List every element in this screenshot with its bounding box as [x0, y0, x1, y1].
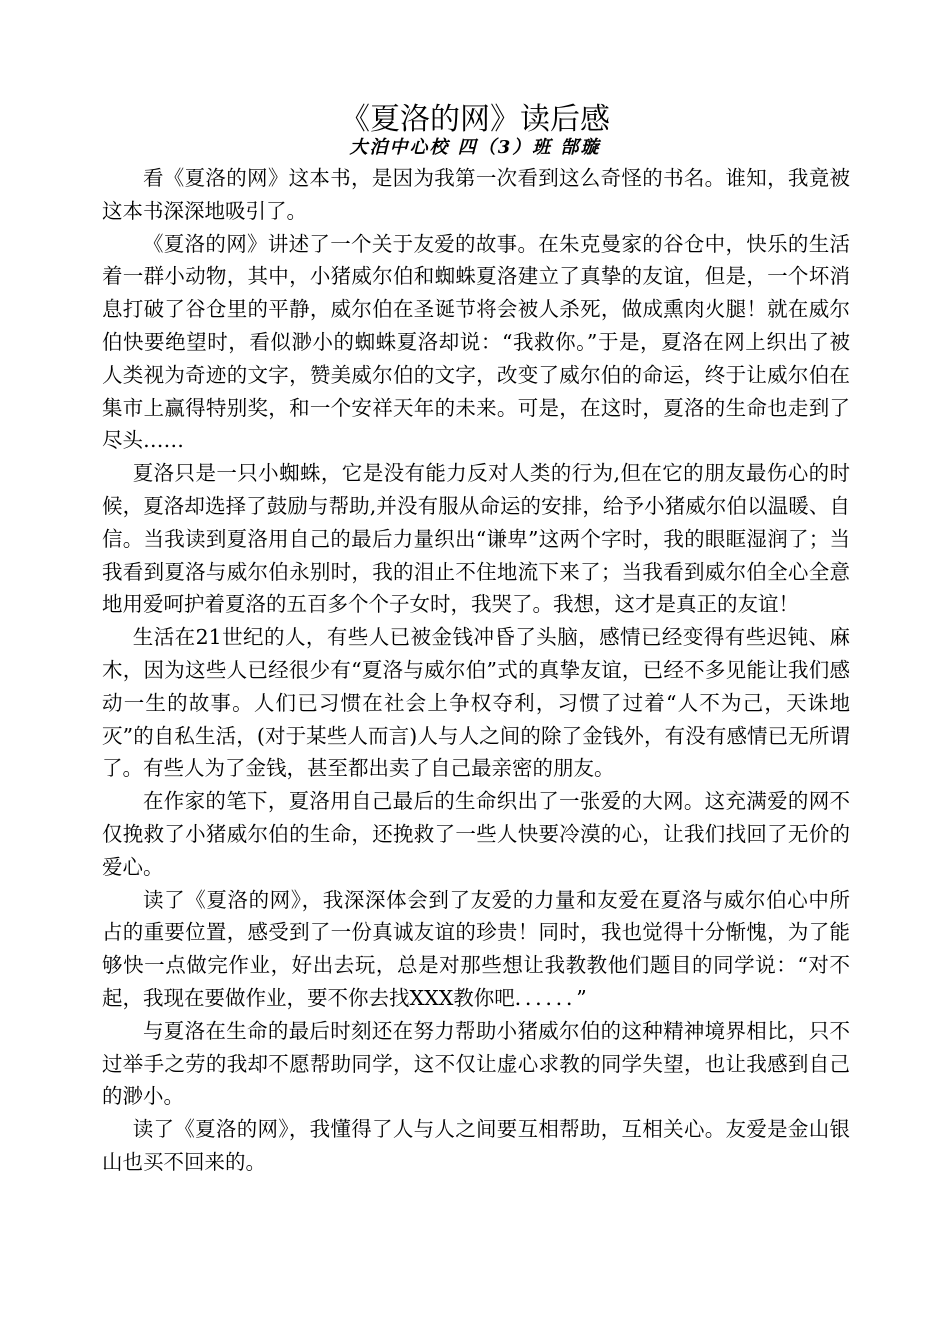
paragraph-2: 《夏洛的网》讲述了一个关于友爱的故事。在朱克曼家的谷仓中，快乐的生活着一群小动物，其中，小猪威尔伯和蜘蛛夏洛建立了真挚的友谊，但是，一个坏消息打破了谷仓里的平静，威尔伯在圣诞节将会被人杀死，做成熏肉火腿！就在威尔伯快要绝望时，看似渺小的蜘蛛夏洛却说：“我救你。”于是，夏洛在网上织出了被人类视为奇迹的文字，赞美威尔伯的文字，改变了威尔伯的命运，终于让威尔伯在集市上赢得特别奖，和一个安祥天年的未来。可是，在这时，夏洛的生命也走到了尽头…… — [102, 231, 850, 453]
essay-body — [102, 162, 850, 1179]
paragraph-6: 读了《夏洛的网》，我深深体会到了友爱的力量和友爱在夏洛与威尔伯心中所占的重要位置，感受到了一份真诚友谊的珍贵！同时，我也觉得十分惭愧，为了能够快一点做完作业，好出去玩，总是对那些想让我教教他们题目的同学说：“对不起，我现在要做作业，要不你去找XXX教你吧．．．．．．” — [102, 887, 850, 1010]
author-byline: 大泊中心校 四（3）班 郜璇 — [349, 137, 601, 158]
paragraph-4: 生活在21世纪的人，有些人已被金钱冲昏了头脑，感情已经变得有些迟钝、麻木，因为这些人已经很少有“夏洛与威尔伯”式的真挚友谊，已经不多见能让我们感动一生的故事。人们已习惯在社会上争权夺利，习惯了过着“人不为己，天诛地灭”的自私生活，(对于某些人而言)人与人之间的除了金钱外，有没有感情已无所谓了。有些人为了金钱，甚至都出卖了自己最亲密的朋友。 — [102, 625, 850, 781]
paragraph-5: 在作家的笔下，夏洛用自己最后的生命织出了一张爱的大网。这充满爱的网不仅挽救了小猪威尔伯的生命，还挽救了一些人快要冷漠的心，让我们找回了无价的爱心。 — [102, 789, 850, 879]
paragraph-7: 与夏洛在生命的最后时刻还在努力帮助小猪威尔伯的这种精神境界相比，只不过举手之劳的我却不愿帮助同学，这不仅让虚心求教的同学失望，也让我感到自己的渺小。 — [102, 1018, 850, 1109]
essay-title: 《夏洛的网》读后感 — [340, 102, 610, 137]
paragraph-1: 看《夏洛的网》这本书，是因为我第一次看到这么奇怪的书名。谁知，我竟被这本书深深地吸引了。 — [102, 166, 850, 223]
paragraph-3: 夏洛只是一只小蜘蛛，它是没有能力反对人类的行为,但在它的朋友最伤心的时候，夏洛却选择了鼓励与帮助,并没有服从命运的安排，给予小猪威尔伯以温暖、自信。当我读到夏洛用自己的最后力量织出“谦卑”这两个字时，我的眼眶湿润了；当我看到夏洛与威尔伯永别时，我的泪止不住地流下来了；当我看到威尔伯全心全意地用爱呵护着夏洛的五百多个个子女时，我哭了。我想，这才是真正的友谊！ — [102, 461, 850, 617]
paragraph-8: 读了《夏洛的网》，我懂得了人与人之间要互相帮助，互相关心。友爱是金山银山也买不回来的。 — [102, 1117, 850, 1174]
